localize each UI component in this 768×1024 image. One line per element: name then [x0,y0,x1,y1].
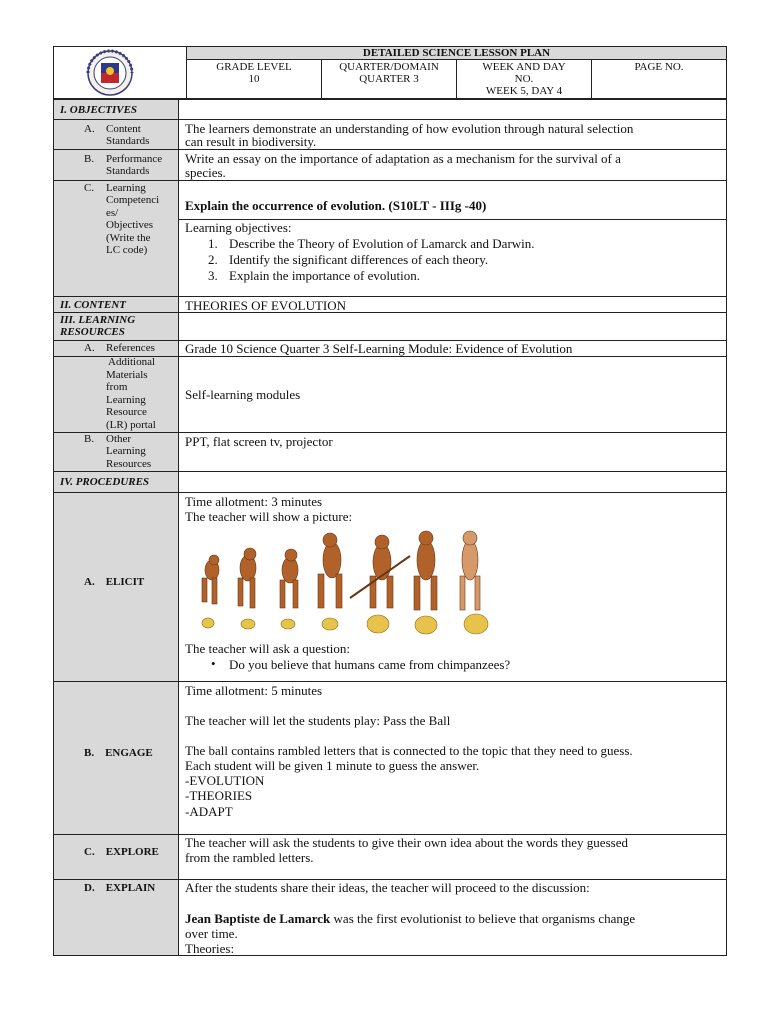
skull-7 [464,614,488,634]
quarter-label: QUARTER/DOMAIN [339,61,439,73]
performance-standards-label-1: Performance [106,153,163,165]
learning-objectives-heading: Learning objectives: [185,220,292,235]
objective-item-3: Explain the importance of evolution. [229,268,420,283]
skull-6 [415,616,437,634]
skull-3 [281,619,295,629]
additional-label-5: Resource [106,406,147,418]
other-text: PPT, flat screen tv, projector [185,434,333,449]
objectives-heading: I. OBJECTIVES [60,104,138,116]
elicit-question-intro: The teacher will ask a question: [185,641,350,656]
page-no-label: PAGE NO. [634,61,684,73]
content-standards-text-2: can result in biodiversity. [185,134,317,149]
references-label: References [106,342,155,354]
engage-word-1: -EVOLUTION [185,773,265,788]
figure-1 [202,555,219,604]
deped-seal-logo [74,49,146,97]
competencies-label-2: Competenci [106,194,160,206]
competencies-letter: C. [84,182,95,194]
additional-label-4: Learning [106,394,146,406]
procedures-heading: IV. PROCEDURES [60,476,150,488]
competencies-label-5: (Write the [106,232,151,244]
competency-main-text: Explain the occurrence of evolution. (S10LT - IIIg -40) [185,198,487,213]
figure-7 [460,531,480,610]
explore-label: C. EXPLORE [84,846,159,858]
explore-line-1: The teacher will ask the students to give their own idea about the words they guessed [185,835,628,850]
engage-word-3: -ADAPT [185,804,233,819]
content-standards-label-2: Standards [106,135,150,147]
additional-label-1: Additional [108,356,156,368]
human-evolution-image [190,526,510,640]
bullet-icon: • [211,656,216,671]
objective-item-2: Identify the significant differences of each theory. [229,252,489,267]
references-text: Grade 10 Science Quarter 3 Self-Learning Module: Evidence of Evolution [185,341,573,356]
performance-standards-label-2: Standards [106,165,150,177]
other-label-1: Other [106,433,132,445]
elicit-label: A. ELICIT [84,576,145,588]
quarter-value: QUARTER 3 [359,73,419,85]
figure-2 [238,548,256,608]
references-letter: A. [84,342,95,354]
explain-line-4: Theories: [185,941,235,956]
other-label-2: Learning [106,445,146,457]
content-standards-text-1: The learners demonstrate an understanding of how evolution through natural selection [185,121,634,136]
performance-standards-text-2: species. [185,165,226,180]
objective-number-3: 3. [208,268,218,283]
elicit-intro: The teacher will show a picture: [185,509,353,524]
figure-4 [318,533,342,608]
grade-level-value: 10 [248,73,260,85]
engage-label: B. ENGAGE [84,747,153,759]
resources-heading-2: RESOURCES [60,326,125,338]
week-day-label-no: NO. [514,73,534,85]
other-letter: B. [84,433,95,445]
resources-heading-1: III. LEARNING [60,314,136,326]
week-day-value: WEEK 5, DAY 4 [485,85,563,97]
content-heading: II. CONTENT [60,299,127,311]
skull-4 [322,618,338,630]
content-standards-label-1: Content [106,123,141,135]
skull-5 [367,615,389,633]
additional-label-2: Materials [106,369,148,381]
objective-number-1: 1. [208,236,218,251]
engage-line-3: Each student will be given 1 minute to guess the answer. [185,758,480,773]
objective-number-2: 2. [208,252,218,267]
explain-label: D. EXPLAIN [84,882,156,894]
engage-time: Time allotment: 5 minutes [185,683,323,698]
explain-line-2 [185,911,635,926]
competencies-label-3: es/ [106,207,119,219]
skull-1 [202,618,214,628]
lesson-plan-title: DETAILED SCIENCE LESSON PLAN [362,47,551,59]
additional-label-3: from [106,381,128,393]
other-label-3: Resources [106,458,152,470]
content-standards-letter: A. [84,123,95,135]
skull-2 [241,619,255,629]
explain-line-2-rest: was the first evolutionist to believe that organisms change [330,911,636,926]
explore-line-2: from the rambled letters. [185,850,314,865]
week-day-label: WEEK AND DAY [482,61,566,73]
engage-word-2: -THEORIES [185,788,253,803]
performance-standards-text-1: Write an essay on the importance of adaptation as a mechanism for the survival of a [185,151,621,166]
additional-text: Self-learning modules [185,387,301,402]
engage-line-2: The ball contains rambled letters that is connected to the topic that they need to guess. [185,743,633,758]
additional-label-6: (LR) portal [106,419,156,431]
objective-item-1: Describe the Theory of Evolution of Lamarck and Darwin. [229,236,535,251]
figure-5 [350,535,410,608]
competencies-label-4: Objectives [106,219,154,231]
elicit-question: Do you believe that humans came from chimpanzees? [229,657,511,672]
engage-line-1: The teacher will let the students play: Pass the Ball [185,713,451,728]
competencies-label-1: Learning [106,182,146,194]
elicit-time: Time allotment: 3 minutes [185,494,323,509]
grade-level-label: GRADE LEVEL [216,61,292,73]
content-text: THEORIES OF EVOLUTION [185,298,347,313]
figure-3 [280,549,298,608]
explain-line-1: After the students share their ideas, the teacher will proceed to the discussion: [185,880,590,895]
figure-6 [414,531,437,610]
explain-line-3: over time. [185,926,238,941]
lamarck-name: Jean Baptiste de Lamarck [185,911,331,926]
competencies-label-6: LC code) [106,244,148,256]
performance-standards-letter: B. [84,153,95,165]
